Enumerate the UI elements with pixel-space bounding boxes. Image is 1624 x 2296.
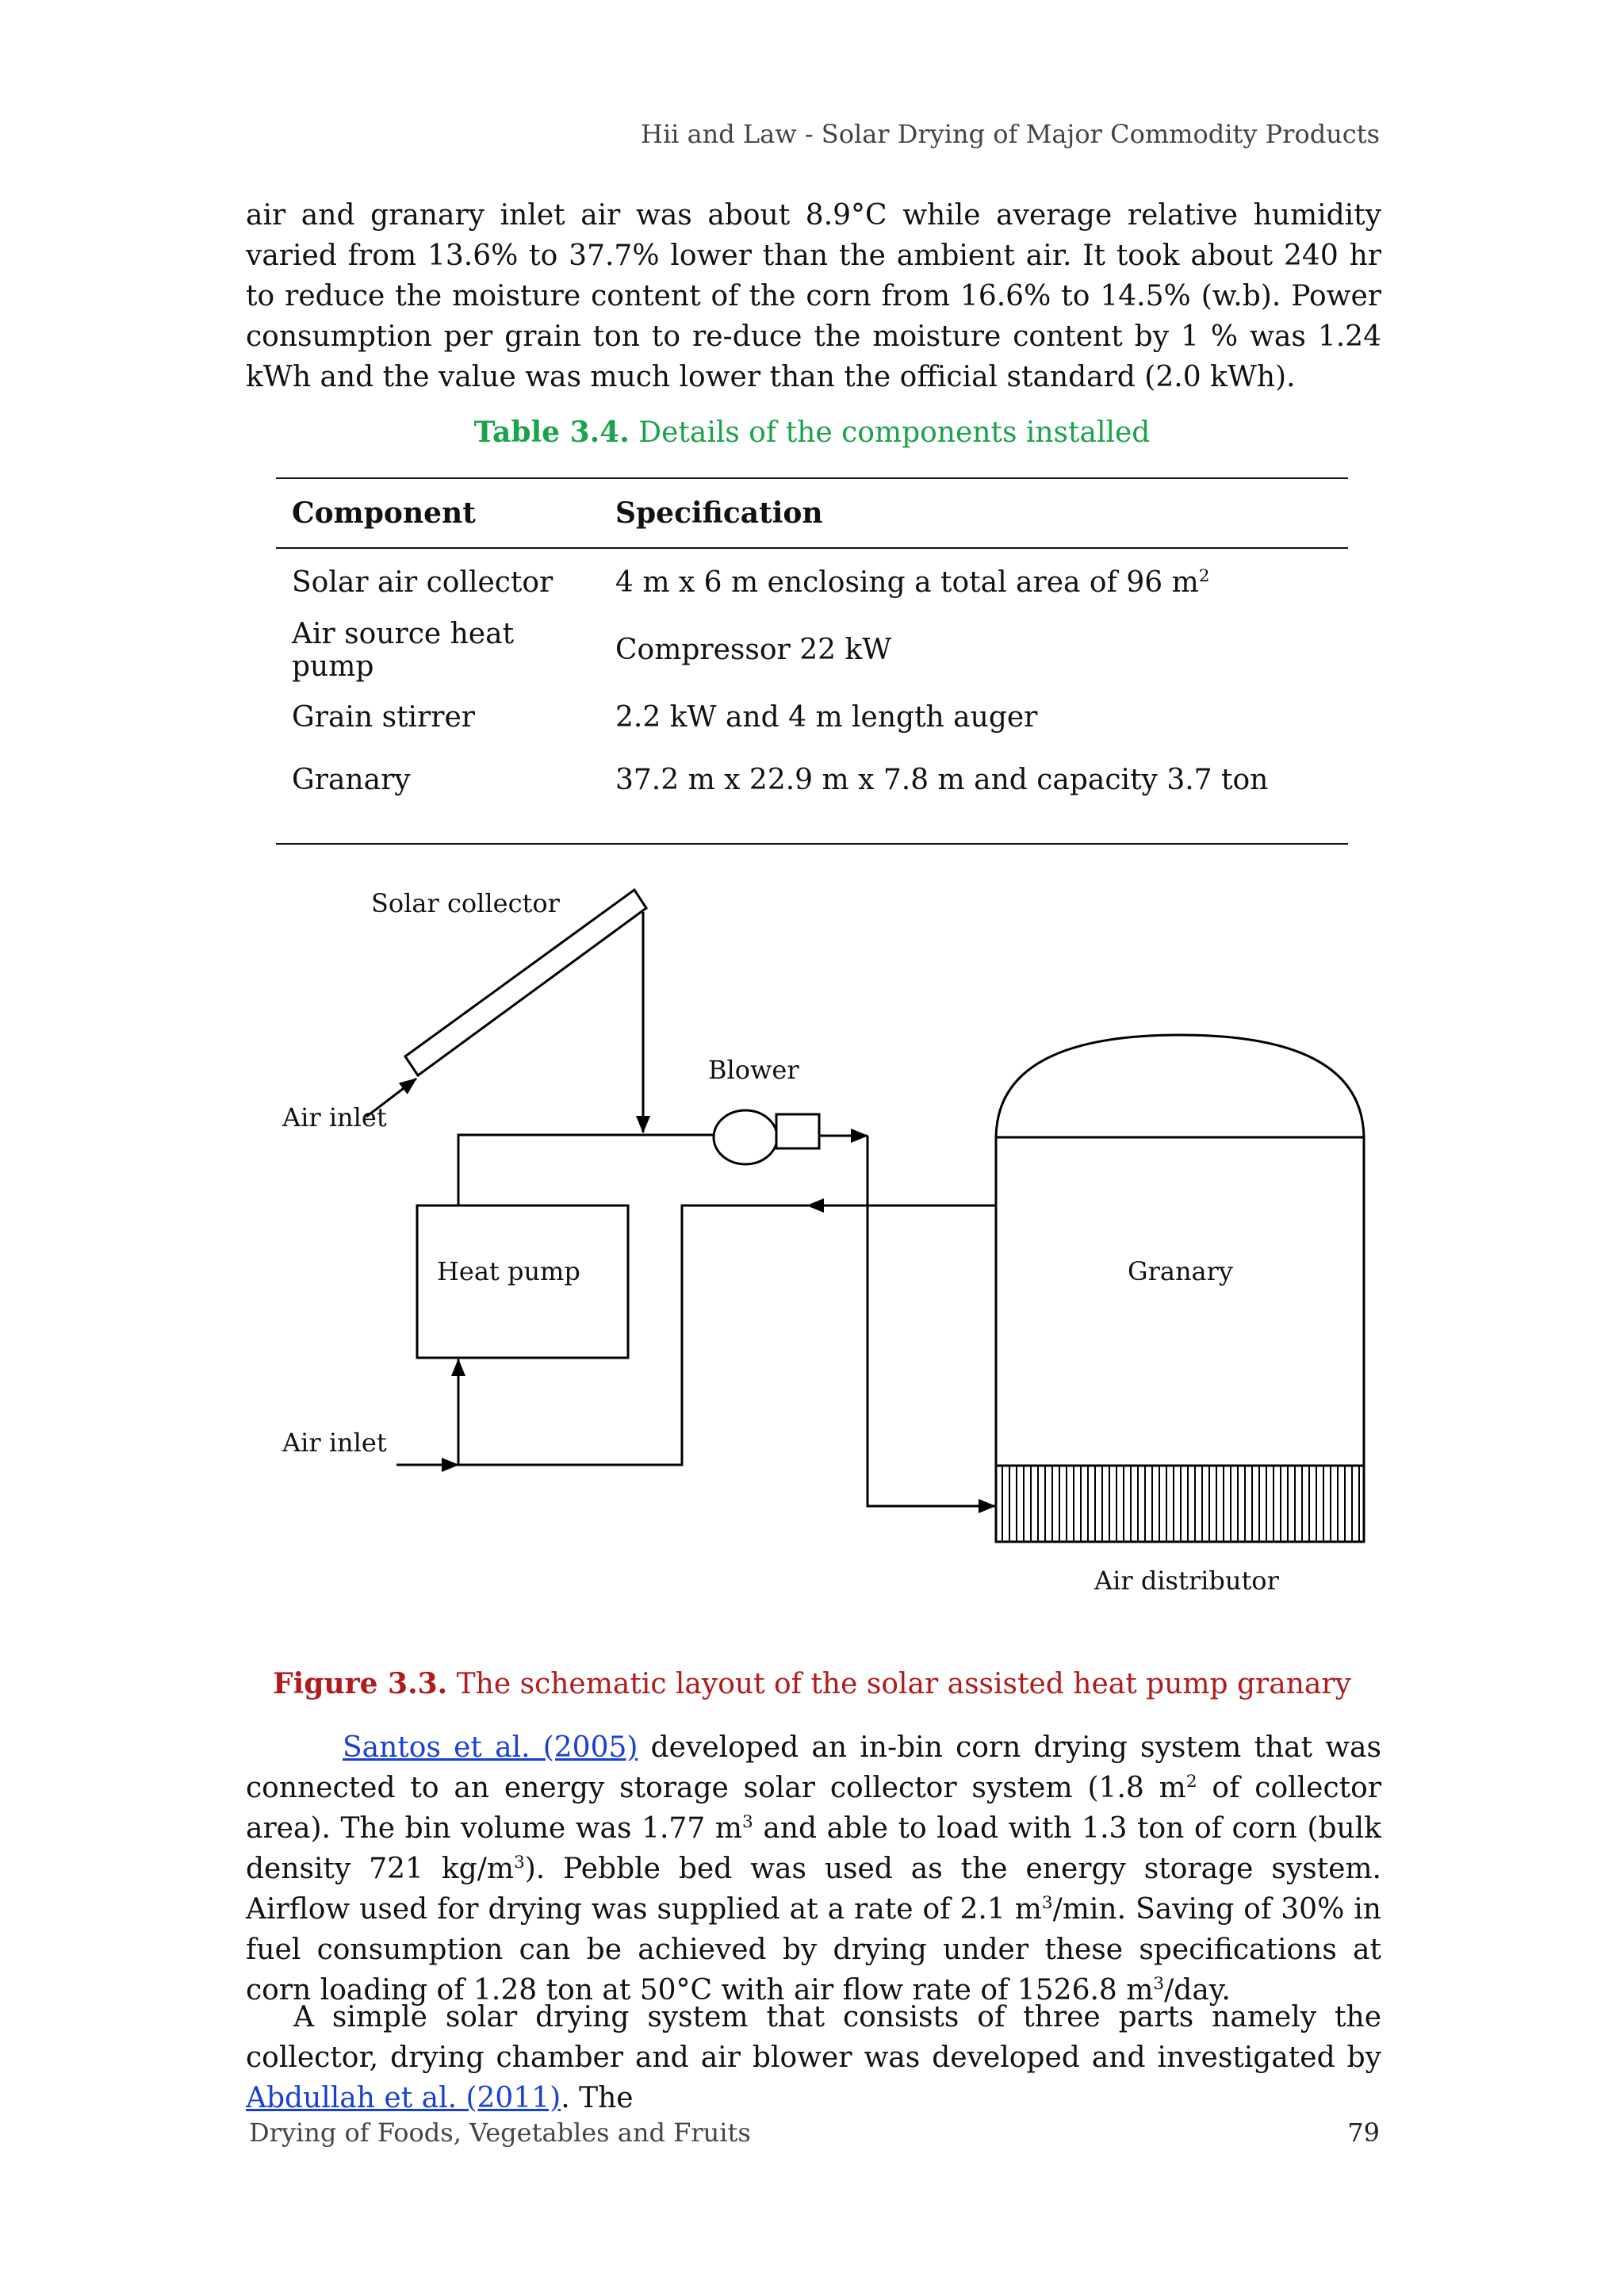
- granary-body: [996, 1137, 1364, 1466]
- label-solar-collector: Solar collector: [371, 888, 560, 918]
- table-caption-label: Table 3.4.: [473, 416, 630, 449]
- footer-book-title: Drying of Foods, Vegetables and Fruits: [249, 2118, 751, 2148]
- citation-link-abdullah[interactable]: Abdullah et al. (2011): [246, 2082, 561, 2114]
- page-number: 79: [1347, 2118, 1380, 2148]
- citation-link-santos[interactable]: Santos et al. (2005): [343, 1731, 638, 1764]
- blower-fan: [714, 1110, 777, 1164]
- running-header: Hii and Law - Solar Drying of Major Commodity Products: [641, 119, 1380, 149]
- paragraph-2: Santos et al. (2005) developed an in-bin corn drying system that was connected to an energy storage solar collector system (1.8 $m^2$ of collector area). The bin volume was 1.77 $m^3$ and able to load with 1.3 ton of corn (bulk density 721 $kg/m^3$). Pebble bed was used as the energy storage system. Airflow used for drying was supplied at a rate of 2.1 $m^3/\min$. Saving of 30% in fuel consumption can be achieved by drying under these specifications at corn loading of 1.28 ton at 50°C with air flow rate of 1526.8 $m^3$/day.: [246, 1731, 1381, 2007]
- heatpump-blower-duct: [458, 1135, 714, 1205]
- figure-caption: [0, 1667, 1624, 1700]
- cell-component: Air source heat pump: [292, 617, 515, 683]
- label-granary: Granary: [1128, 1256, 1233, 1286]
- paragraph-1: air and granary inlet air was about 8.9°C while average relative humidity varied from 13.6% to 37.7% lower than the ambient air. It took about 240 hr to reduce the moisture content of the corn from 16.6% to 14.5% (w.b). Power consumption per grain ton to re-duce the moisture content by 1 % was 1.24 kWh and the value was much lower than the official standard (2.0 kWh).: [246, 199, 1381, 393]
- cell-specification: 37.2 m x 22.9 m x 7.8 m and capacity 3.7 ton: [599, 751, 1348, 844]
- cell-specification: 4 m x 6 m enclosing a total area of 96 $m^2$: [615, 566, 1210, 599]
- figure-caption-text: The schematic layout of the solar assisted heat pump granary: [447, 1668, 1351, 1700]
- cell-specification: 2.2 kW and 4 m length auger: [615, 701, 1038, 734]
- paragraph-3: A simple solar drying system that consists of three parts namely the collector, drying chamber and air blower was developed and investigated by Abdullah et al. (2011). The: [246, 2001, 1381, 2114]
- figure-caption-label: Figure 3.3.: [273, 1667, 448, 1700]
- cell-specification: Compressor 22 kW: [615, 634, 892, 666]
- table-caption-text: Details of the components installed: [629, 416, 1151, 449]
- cell-component: Grain stirrer: [292, 701, 475, 734]
- column-header-specification: Specification: [599, 478, 1348, 548]
- label-air-inlet-top: Air inlet: [282, 1102, 387, 1133]
- label-air-distributor: Air distributor: [1094, 1566, 1279, 1596]
- distributor-duct: [868, 1136, 995, 1506]
- superscript: 2: [1198, 566, 1210, 586]
- label-air-inlet-bottom: Air inlet: [282, 1428, 387, 1458]
- cell-component: Granary: [276, 751, 599, 844]
- blower-housing: [776, 1114, 819, 1148]
- label-blower: Blower: [708, 1055, 799, 1085]
- column-header-component: Component: [276, 478, 599, 548]
- granary-dome: [996, 1035, 1364, 1137]
- cell-component: Solar air collector: [292, 566, 553, 599]
- label-heat-pump: Heat pump: [437, 1256, 580, 1286]
